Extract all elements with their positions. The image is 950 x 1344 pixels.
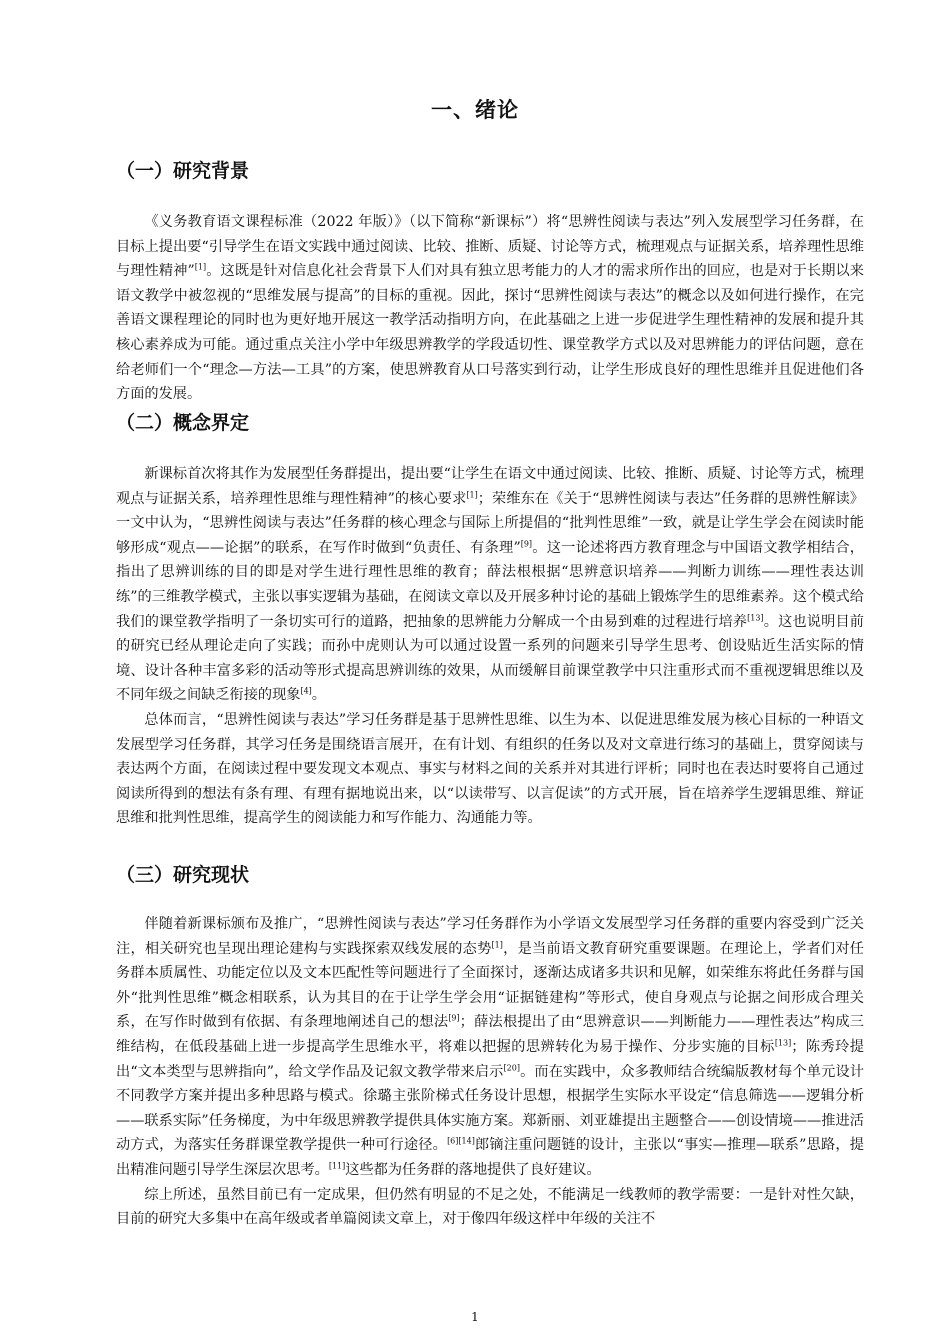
paragraph bbox=[116, 912, 864, 1183]
section-heading-status: （三）研究现状 bbox=[116, 864, 250, 886]
paragraph-text: 郎镝注重问题链的设计，主张以“事实—推理—联系”思路，提出精准问题引导学生深层次思考。 bbox=[116, 1137, 864, 1178]
citation-mark: [20] bbox=[503, 1062, 520, 1072]
citation-mark: [13] bbox=[774, 1038, 792, 1048]
citation-mark: [1] bbox=[491, 939, 503, 949]
paragraph-text: ；陈秀玲提出“文本类型与思辨指向”，给文学作品及记叙文教学带来启示 bbox=[116, 1038, 864, 1080]
section-body-background bbox=[116, 210, 864, 407]
paragraph-text: ；薛法根提出了由“思辨意识——判断能力——理性表达”构成三维结构，在低段基础上进一步提高学生思维水平，将难以把握的思辨转化为易于操作、分步实施的目标 bbox=[116, 1014, 864, 1055]
citation-mark: [13] bbox=[747, 612, 764, 622]
paragraph-text: 。而在实践中，众多教师结合统编版教材每个单元设计不同教学方案并提出多种思路与模式。徐璐主张阶梯式任务设计思想，根据学生实际水平设定“信息筛选——逻辑分析——联系实际”任务梯度，为中年级思辨教学提供具体实施方案。郑新丽、刘亚雄提出主题整合——创设情境——推进活动方式，为落实任务群课堂教学提供一种可行途径。 bbox=[116, 1063, 864, 1154]
paragraph-text: 。这既是针对信息化社会背景下人们对具有独立思考能力的人才的需求所作出的回应，也是对于长期以来语文教学中被忽视的“思维发展与提高”的目标的重视。因此，探讨“思辨性阅读与表达”的概念以及如何进行操作，在完善语文课程理论的同时也为更好地开展这一教学活动指明方向，在此基础之上进一步促进学生理性精神的发展和提升其核心素养成为可能。通过重点关注小学中年级思辨教学的学段适切性、课堂教学方式以及对思辨能力的评估问题，意在给老师们一个“理念—方法—工具”的方案，使思辨教育从口号落实到行动，让学生形成良好的理性思维并且促进他们各方面的发展。 bbox=[116, 263, 864, 403]
citation-mark: [11] bbox=[328, 1161, 346, 1171]
paragraph-text: 新课标首次将其作为发展型任务群提出，提出要“让学生在语文中通过阅读、比较、推断、质疑、讨论等方式，梳理观点与证据关系，培养理性思维与理性精神”的核心要求 bbox=[116, 466, 864, 507]
citation-mark: [4] bbox=[300, 686, 312, 696]
paragraph-text: 。这一论述将西方教育理念与中国语文教学相结合，指出了思辨训练的目的即是对学生进行理性思维的教育；薛法根根据“思辨意识培养——判断力训练——理性表达训练”的三维教学模式，主张以事实逻辑为基础，在阅读文章以及开展多种讨论的基础上锻炼学生的思维素养。这个模式给我们的课堂教学指明了一条切实可行的道路，把抽象的思辨能力分解成一个由易到难的过程进行培养 bbox=[116, 539, 864, 630]
citation-mark: [6][14] bbox=[447, 1136, 475, 1146]
citation-mark: [9] bbox=[448, 1013, 460, 1023]
citation-mark: [1] bbox=[194, 262, 207, 272]
paragraph-text: ，是当前语文教育研究重要课题。在理论上，学者们对任务群本质属性、功能定位以及文本匹配性等问题进行了全面探讨，逐渐达成诸多共识和见解，如荣维东将此任务群与国外“批判性思维”概念相联系，认为其目的在于让学生学会用“证据链建构”等形式，使自身观点与论据之间形成合理关系，在写作时做到有依据、有条理地阐述自己的想法 bbox=[116, 940, 864, 1031]
paragraph-text: 。 bbox=[311, 687, 326, 704]
citation-mark: [9] bbox=[520, 539, 533, 549]
paragraph bbox=[116, 210, 864, 407]
paragraph-text: 综上所述，虽然目前已有一定成果，但仍然有明显的不足之处，不能满足一线教师的教学需要：一是针对性欠缺，目前的研究大多集中在高年级或者单篇阅读文章上，对于像四年级这样中年级的关注不 bbox=[116, 1186, 864, 1228]
paragraph-text: 。这也说明目前的研究已经从理论走向了实践；而孙中虎则认为可以通过设置一系列的问题来引导学生思考、创设贴近生活实际的情境、设计各种丰富多彩的活动等形式提高思辨训练的效果，从而缓解目前课堂教学中只注重形式而不重视逻辑思维以及不同年级之间缺乏衔接的现象 bbox=[116, 613, 864, 704]
paragraph-text: 这些都为任务群的落地提供了良好建议。 bbox=[345, 1161, 601, 1178]
citation-mark: [1] bbox=[466, 489, 478, 499]
section-heading-definition: （二）概念界定 bbox=[116, 412, 250, 434]
paragraph-text: 伴随着新课标颁布及推广，“思辨性阅读与表达”学习任务群作为小学语文发展型学习任务群的重要内容受到广泛关注，相关研究也呈现出理论建构与实践探索双线发展的态势 bbox=[116, 916, 864, 957]
section-heading-background: （一）研究背景 bbox=[116, 160, 250, 182]
section-body-status bbox=[116, 912, 864, 1232]
paragraph-text: ；荣维东在《关于“思辨性阅读与表达”任务群的思辨性解读》一文中认为，“思辨性阅读与表达”任务群的核心理念与国际上所提倡的“批判性思维”一致，就是让学生学会在阅读时能够形成“观点——论据”的联系，在写作时做到“负责任、有条理” bbox=[116, 490, 864, 556]
chapter-title: 一、绪论 bbox=[431, 98, 519, 122]
section-body-definition bbox=[116, 462, 864, 831]
paragraph-text: 《义务教育语文课程标准（2022 年版）》（以下简称“新课标”）将“思辨性阅读与表达”列入发展型学习任务群，在目标上提出要“引导学生在语文实践中通过阅读、比较、推断、质疑、讨论等方式，梳理观点与证据关系，培养理性思维与理性精神” bbox=[116, 214, 864, 280]
paragraph bbox=[116, 462, 864, 708]
paragraph-text: 总体而言，“思辨性阅读与表达”学习任务群是基于思辨性思维、以生为本、以促进思维发展为核心目标的一种语文发展型学习任务群，其学习任务是围绕语言展开，在有计划、有组织的任务以及对文章进行练习的基础上，贯穿阅读与表达两个方面，在阅读过程中要发现文本观点、事实与材料之间的关系并对其进行评析；同时也在表达时要将自己通过阅读所得到的想法有条有理、有理有据地说出来，以“以读带写、以言促读”的方式开展，旨在培养学生逻辑思维、辩证思维和批判性思维，提高学生的阅读能力和写作能力、沟通能力等。 bbox=[116, 711, 864, 827]
paragraph bbox=[116, 1183, 864, 1232]
page-number: 1 bbox=[471, 1310, 479, 1324]
paragraph bbox=[116, 708, 864, 831]
